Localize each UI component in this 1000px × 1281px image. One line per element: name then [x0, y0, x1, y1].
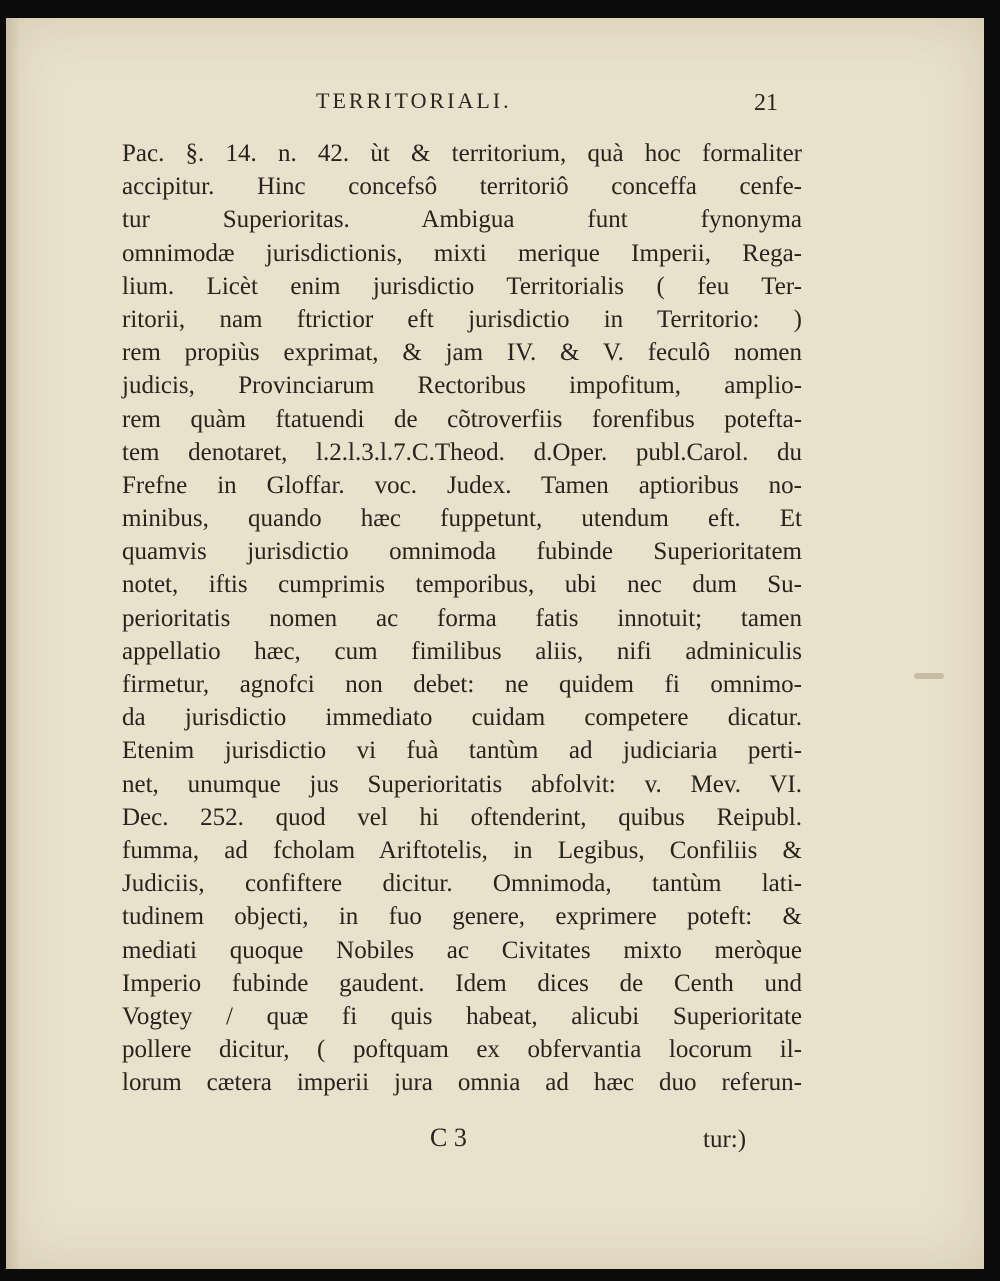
text-line: tudinem objecti, in fuo genere, exprimere poteft: & [122, 903, 802, 931]
text-line: notet, iftis cumprimis temporibus, ubi nec dum Su- [122, 571, 802, 599]
text-line: perioritatis nomen ac forma fatis innotuit; tamen [122, 604, 802, 632]
text-line: accipitur. Hinc concefsô territoriô conceffa cenfe- [122, 173, 802, 201]
running-title: TERRITORIALI. [316, 88, 512, 113]
text-line: ritorii, nam ftrictior eft jurisdictio in Territorio: ) [122, 305, 802, 333]
text-line: fumma, ad fcholam Ariftotelis, in Legibus, Confiliis & [122, 836, 802, 864]
text-line: rem propiùs exprimat, & jam IV. & V. feculô nomen [122, 339, 802, 367]
text-line: lium. Licèt enim jurisdictio Territorialis ( feu Ter- [122, 272, 802, 300]
text-line: Pac. §. 14. n. 42. ùt & territorium, quà hoc formaliter [122, 140, 802, 167]
text-line: Frefne in Gloffar. voc. Judex. Tamen aptioribus no- [122, 471, 802, 499]
text-line: mediati quoque Nobiles ac Civitates mixto meròque [122, 936, 802, 964]
text-line: Judiciis, confiftere dicitur. Omnimoda, tantùm lati- [122, 870, 802, 898]
catchword: tur:) [703, 1126, 747, 1153]
text-line: rem quàm ftatuendi de cõtroverfiis forenfibus potefta- [122, 405, 802, 433]
text-line: omnimodæ jurisdictionis, mixti merique Imperii, Rega- [122, 239, 802, 267]
text-line: appellatio hæc, cum fimilibus aliis, nifi adminiculis [122, 637, 802, 665]
text-line: quamvis jurisdictio omnimoda fubinde Superioritatem [122, 538, 802, 566]
page-number: 21 [754, 90, 778, 116]
text-line: pollere dicitur, ( poftquam ex obfervantia locorum il- [122, 1036, 802, 1064]
text-line: net, unumque jus Superioritatis abfolvit: v. Mev. VI. [122, 770, 802, 798]
text-line: judicis, Provinciarum Rectoribus impofitum, amplio- [122, 372, 802, 400]
text-line: Dec. 252. quod vel hi oftenderint, quibus Reipubl. [122, 803, 802, 831]
text-line: firmetur, agnofci non debet: ne quidem fi omnimo- [122, 671, 802, 698]
text-line: Vogtey / quæ fi quis habeat, alicubi Superioritate [122, 1002, 802, 1030]
text-line: da jurisdictio immediato cuidam competere dicatur. [122, 704, 802, 732]
text-line: Imperio fubinde gaudent. Idem dices de Centh und [122, 969, 802, 997]
paper-stain [914, 673, 944, 679]
text-line: tem denotaret, l.2.l.3.l.7.C.Theod. d.Oper. publ.Carol. du [122, 438, 802, 466]
text-line: minibus, quando hæc fuppetunt, utendum eft. Et [122, 505, 802, 533]
text-line: lorum cætera imperii jura omnia ad hæc duo referun- [122, 1069, 802, 1097]
signature-mark: C 3 [430, 1123, 467, 1152]
text-line: Etenim jurisdictio vi fuà tantùm ad judiciaria perti- [122, 737, 802, 765]
book-page [6, 18, 984, 1269]
body-text [122, 137, 802, 1099]
text-line: tur Superioritas. Ambigua funt fynonyma [122, 206, 802, 234]
